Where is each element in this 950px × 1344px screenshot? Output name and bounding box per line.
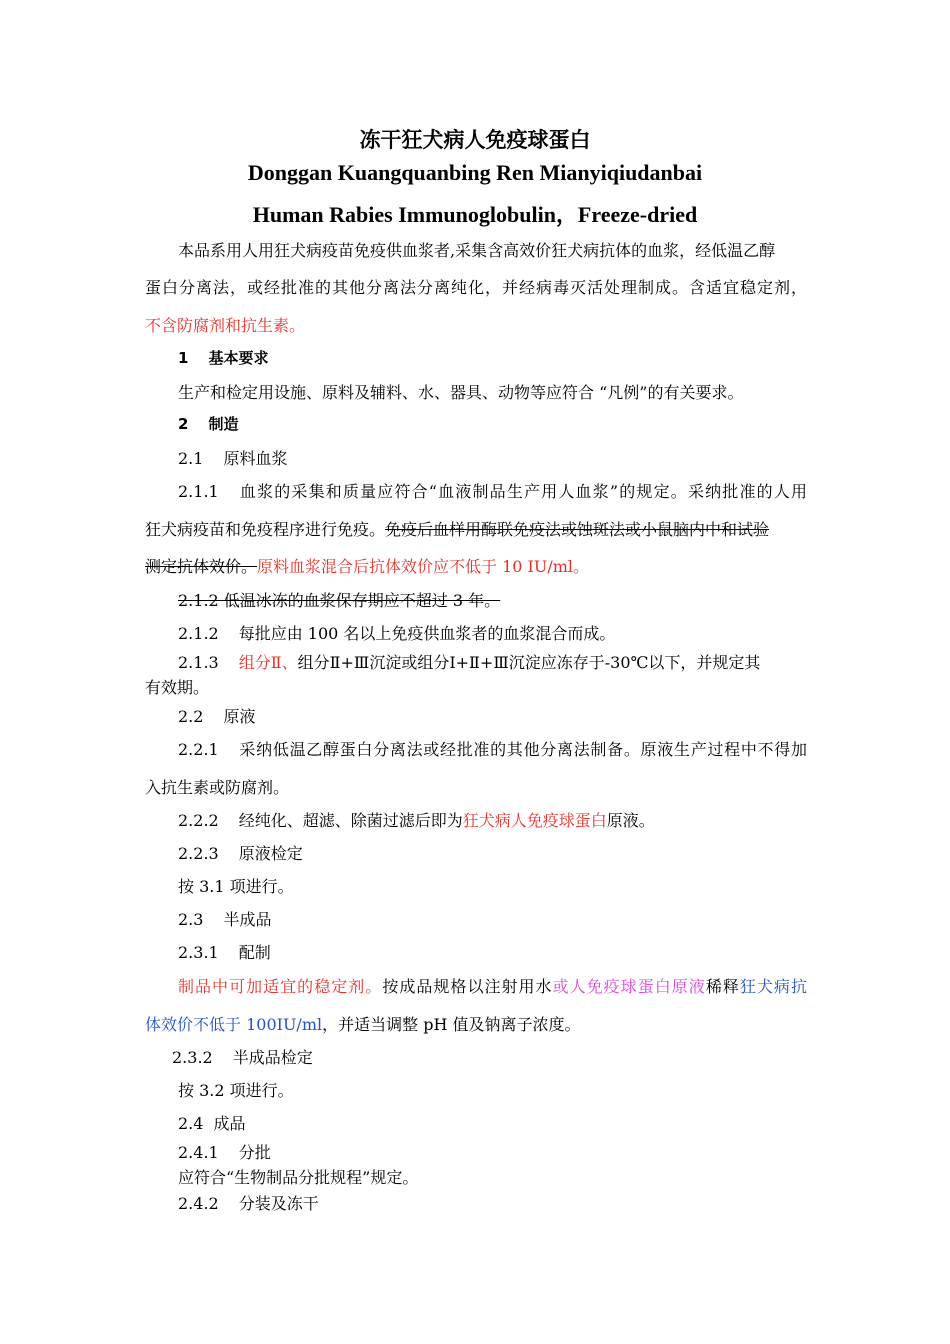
title-pinyin: Donggan Kuangquanbing Ren Mianyiqiudanbai (247, 160, 703, 185)
section-2-1-1-deleted-text-2: 测定抗体效价。 (145, 557, 258, 576)
section-2-1-3-line-2: 有效期。 (145, 678, 210, 697)
section-2-4-1-text: 应符合“生物制品分批规程”规定。 (178, 1168, 419, 1187)
section-2-1-1-line-1 (178, 479, 807, 502)
section-2-2-1-line-2: 入抗生素或防腐剂。 (145, 778, 290, 797)
section-2-4-title: 成品 (213, 1114, 246, 1133)
section-2-1-1-line-3 (145, 554, 807, 577)
section-2-1-number: 2.1 (178, 449, 204, 468)
section-2-4-2-number: 2.4.2 (178, 1194, 219, 1213)
section-2-2-heading (178, 704, 807, 727)
section-1-heading (178, 347, 807, 368)
section-2-3-1-blue-text-2: 体效价不低于 100IU/ml (145, 1015, 323, 1034)
section-2-1-2-deleted: 2.1.2 低温冰冻的血浆保存期应不超过 3 年。 (178, 591, 501, 610)
section-2-heading (178, 413, 807, 434)
section-2-2-2-text-pre: 经纯化、超滤、除菌过滤后即为 (238, 811, 463, 830)
section-2-1-1-line-2-text: 狂犬病疫苗和免疫程序进行免疫。 (145, 520, 386, 539)
section-2-3-1-blue-text-1: 狂犬病抗 (739, 977, 807, 996)
section-2-3-2-number: 2.3.2 (172, 1048, 213, 1067)
title-english: Human Rabies Immunoglobulin，Freeze-dried (252, 202, 698, 227)
section-2-1-2-number: 2.1.2 (178, 624, 219, 643)
intro-line-1: 本品系用人用狂犬病疫苗免疫供血浆者,采集含高效价狂犬病抗体的血浆，经低温乙醇 (178, 241, 776, 260)
section-2-3-1-text-3: ，并适当调整 pH 值及钠离子浓度。 (322, 1015, 581, 1034)
section-2-3-2-heading (172, 1045, 834, 1068)
section-2-4-heading (178, 1111, 807, 1134)
section-2-3-1-heading (178, 940, 807, 963)
section-2-title: 制造 (208, 415, 239, 433)
section-1-number: 1 (178, 349, 189, 367)
section-2-3-1-number: 2.3.1 (178, 943, 219, 962)
section-2-2-1-line-1 (178, 737, 807, 760)
section-2-3-1-text-1: 按成品规格以注射用水 (382, 977, 553, 996)
section-2-number: 2 (178, 415, 189, 433)
section-2-1-3-line-1 (178, 650, 807, 673)
section-2-4-1-title: 分批 (238, 1143, 271, 1162)
title-chinese: 冻干狂犬病人免疫球蛋白 (359, 128, 591, 152)
section-2-2-3-number: 2.2.3 (178, 844, 219, 863)
section-2-3-title: 半成品 (223, 910, 272, 929)
section-2-4-1-heading (178, 1140, 807, 1163)
intro-line-2: 蛋白分离法，或经批准的其他分离法分离纯化，并经病毒灭活处理制成。含适宜稳定剂， (145, 278, 807, 297)
section-2-1-1-inserted-text: 原料血浆混合后抗体效价应不低于 10 IU/ml。 (257, 557, 590, 576)
section-2-2-3-heading (178, 841, 807, 864)
section-2-1-3-number: 2.1.3 (178, 653, 219, 672)
section-2-1-2 (178, 621, 807, 644)
section-2-1-2-text: 每批应由 100 名以上免疫供血浆者的血浆混合而成。 (238, 624, 616, 643)
intro-line-3: 不含防腐剂和抗生素。 (145, 316, 306, 335)
section-2-3-heading (178, 907, 807, 930)
section-2-1-1-number: 2.1.1 (178, 482, 219, 501)
section-2-3-1-line-1 (178, 974, 807, 997)
section-2-4-2-heading (178, 1191, 807, 1214)
section-2-1-1-text: 血浆的采集和质量应符合“血液制品生产用人血浆”的规定。采纳批准的人用 (238, 482, 807, 501)
section-2-2-2 (178, 808, 807, 831)
section-1-text: 生产和检定用设施、原料及辅料、水、器具、动物等应符合 “凡例”的有关要求。 (178, 383, 744, 402)
section-2-3-2-title: 半成品检定 (232, 1048, 313, 1067)
section-2-1-1-line-2 (145, 517, 807, 540)
section-2-4-1-number: 2.4.1 (178, 1143, 219, 1162)
section-2-3-number: 2.3 (178, 910, 204, 929)
section-2-3-1-line-2 (145, 1012, 807, 1035)
section-2-3-2-text: 按 3.2 项进行。 (178, 1081, 294, 1100)
section-2-2-3-text: 按 3.1 项进行。 (178, 877, 294, 896)
section-2-1-heading (178, 446, 807, 469)
section-2-2-title: 原液 (223, 707, 256, 726)
section-2-4-2-title: 分装及冻干 (238, 1194, 319, 1213)
section-1-title: 基本要求 (208, 349, 269, 367)
section-2-4-number: 2.4 (178, 1114, 204, 1133)
section-2-3-1-inserted-text: 制品中可加适宜的稳定剂。 (178, 977, 383, 996)
section-2-2-2-number: 2.2.2 (178, 811, 219, 830)
section-2-2-1-text: 采纳低温乙醇蛋白分离法或经批准的其他分离法制备。原液生产过程中不得加 (238, 740, 807, 759)
section-2-2-1-number: 2.2.1 (178, 740, 219, 759)
section-2-3-1-title: 配制 (238, 943, 271, 962)
section-2-1-1-deleted-text: 免疫后血样用酶联免疫法或蚀斑法或小鼠脑内中和试验 (385, 520, 770, 539)
section-2-2-3-title: 原液检定 (238, 844, 303, 863)
section-2-2-number: 2.2 (178, 707, 204, 726)
section-2-3-1-text-2: 稀释 (705, 977, 740, 996)
section-2-2-2-text-post: 原液。 (606, 811, 655, 830)
section-2-2-2-inserted-text: 狂犬病人免疫球蛋白 (462, 811, 607, 830)
section-2-3-1-magenta-text: 或人免疫球蛋白原液 (552, 977, 706, 996)
section-2-1-3-inserted-text: 组分Ⅱ、 (238, 653, 298, 672)
section-2-1-3-text: 组分Ⅱ+Ⅲ沉淀或组分Ⅰ+Ⅱ+Ⅲ沉淀应冻存于-30℃以下，并规定其 (297, 653, 761, 672)
section-2-1-title: 原料血浆 (223, 449, 288, 468)
